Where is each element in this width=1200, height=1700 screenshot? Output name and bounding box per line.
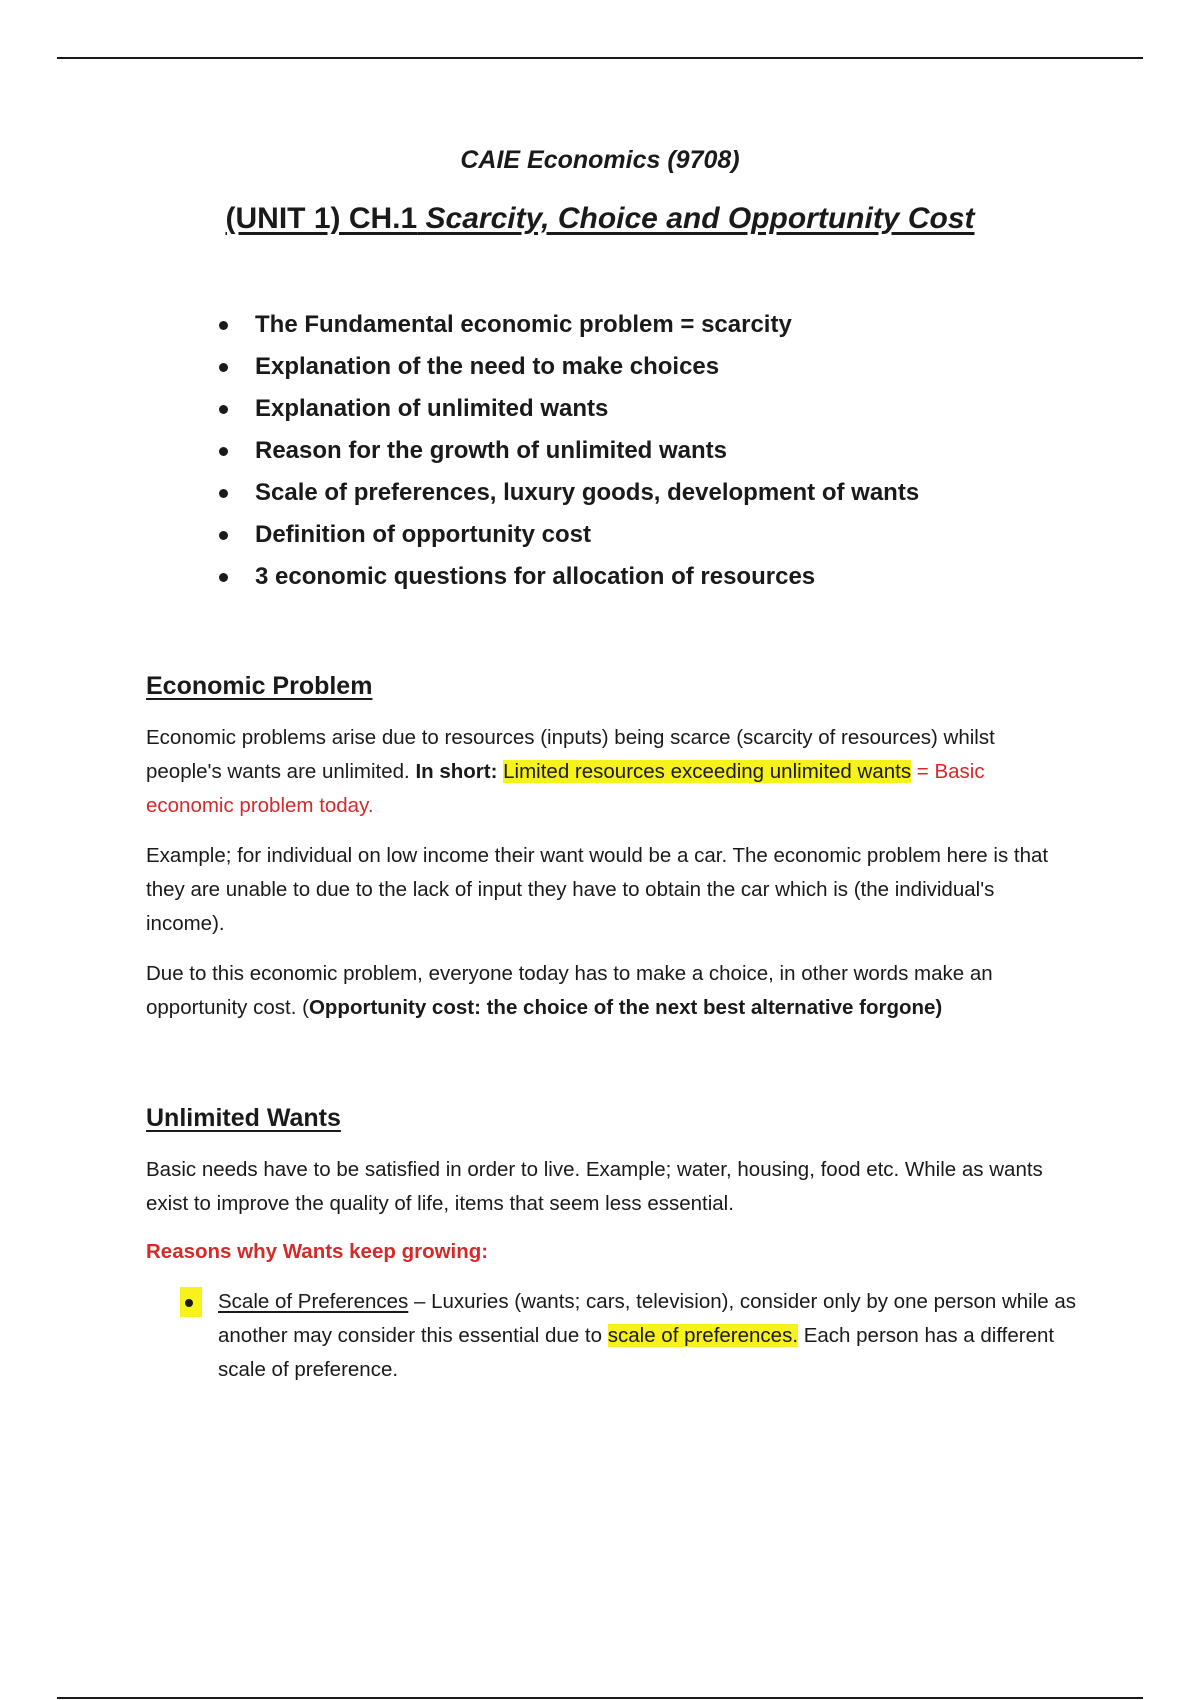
bottom-rule (57, 1697, 1143, 1699)
equals-sign: = (916, 760, 929, 783)
subject-title: CAIE Economics (9708) (460, 146, 740, 174)
topic-item: 3 economic questions for allocation of resources (219, 556, 919, 598)
topic-item: Definition of opportunity cost (219, 514, 919, 556)
economic-problem-heading: Economic Problem (146, 672, 373, 700)
economic-problem-section (146, 672, 1076, 1041)
economic-problem-paragraph-2: Example; for individual on low income their want would be a car. The economic problem here is that they are unable to due to the lack of input they have to obtain the car which is (the individual's income). (146, 844, 1049, 935)
basic-problem-text: Basic economic problem today. (146, 760, 985, 817)
p1-text: Economic problems arise due to resources (inputs) being scarce (scarcity of resources) whilst people's wants are unlimited. (146, 726, 995, 783)
topic-item: Explanation of unlimited wants (219, 388, 919, 430)
chapter-title (0, 202, 1200, 236)
unlimited-wants-heading: Unlimited Wants (146, 1104, 341, 1132)
reason-text-b: Each person has a different scale of preference. (218, 1324, 1055, 1381)
topic-item: Explanation of the need to make choices (219, 346, 919, 388)
opportunity-cost-definition: Opportunity cost: the choice of the next best alternative forgone) (308, 996, 943, 1019)
highlighted-definition: Limited resources exceeding unlimited wants (503, 760, 912, 783)
unlimited-wants-paragraph: Basic needs have to be satisfied in order to live. Example; water, housing, food etc. While as wants exist to improve the quality of life, items that seem less essential. (146, 1158, 1043, 1215)
reason-item (146, 1285, 1076, 1387)
chapter-name: Scarcity, Choice and Opportunity Cost (425, 202, 975, 235)
chapter-prefix: (UNIT 1) CH.1 (225, 202, 418, 235)
topic-item: The Fundamental economic problem = scarcity (219, 304, 919, 346)
topic-item: Reason for the growth of unlimited wants (219, 430, 919, 472)
top-rule (57, 57, 1143, 59)
highlighted-bullet-icon (180, 1287, 202, 1317)
topic-item: Scale of preferences, luxury goods, development of wants (219, 472, 919, 514)
reasons-list (146, 1285, 1076, 1387)
economic-problem-paragraph-1 (146, 721, 1076, 823)
reason-text-a: – Luxuries (wants; cars, television), consider only by one person while as another may consider this essential due to (218, 1290, 1077, 1347)
topic-list (219, 304, 919, 598)
unlimited-wants-section (146, 1104, 1076, 1387)
reasons-title: Reasons why Wants keep growing: (146, 1240, 489, 1263)
reason-term: Scale of Preferences (218, 1290, 409, 1313)
p3-text: Due to this economic problem, everyone today has to make a choice, in other words make an opportunity cost. ( (146, 962, 993, 1019)
reason-highlight: scale of preferences. (607, 1324, 799, 1347)
in-short-label: In short: (415, 760, 498, 783)
economic-problem-paragraph-3 (146, 957, 1076, 1025)
